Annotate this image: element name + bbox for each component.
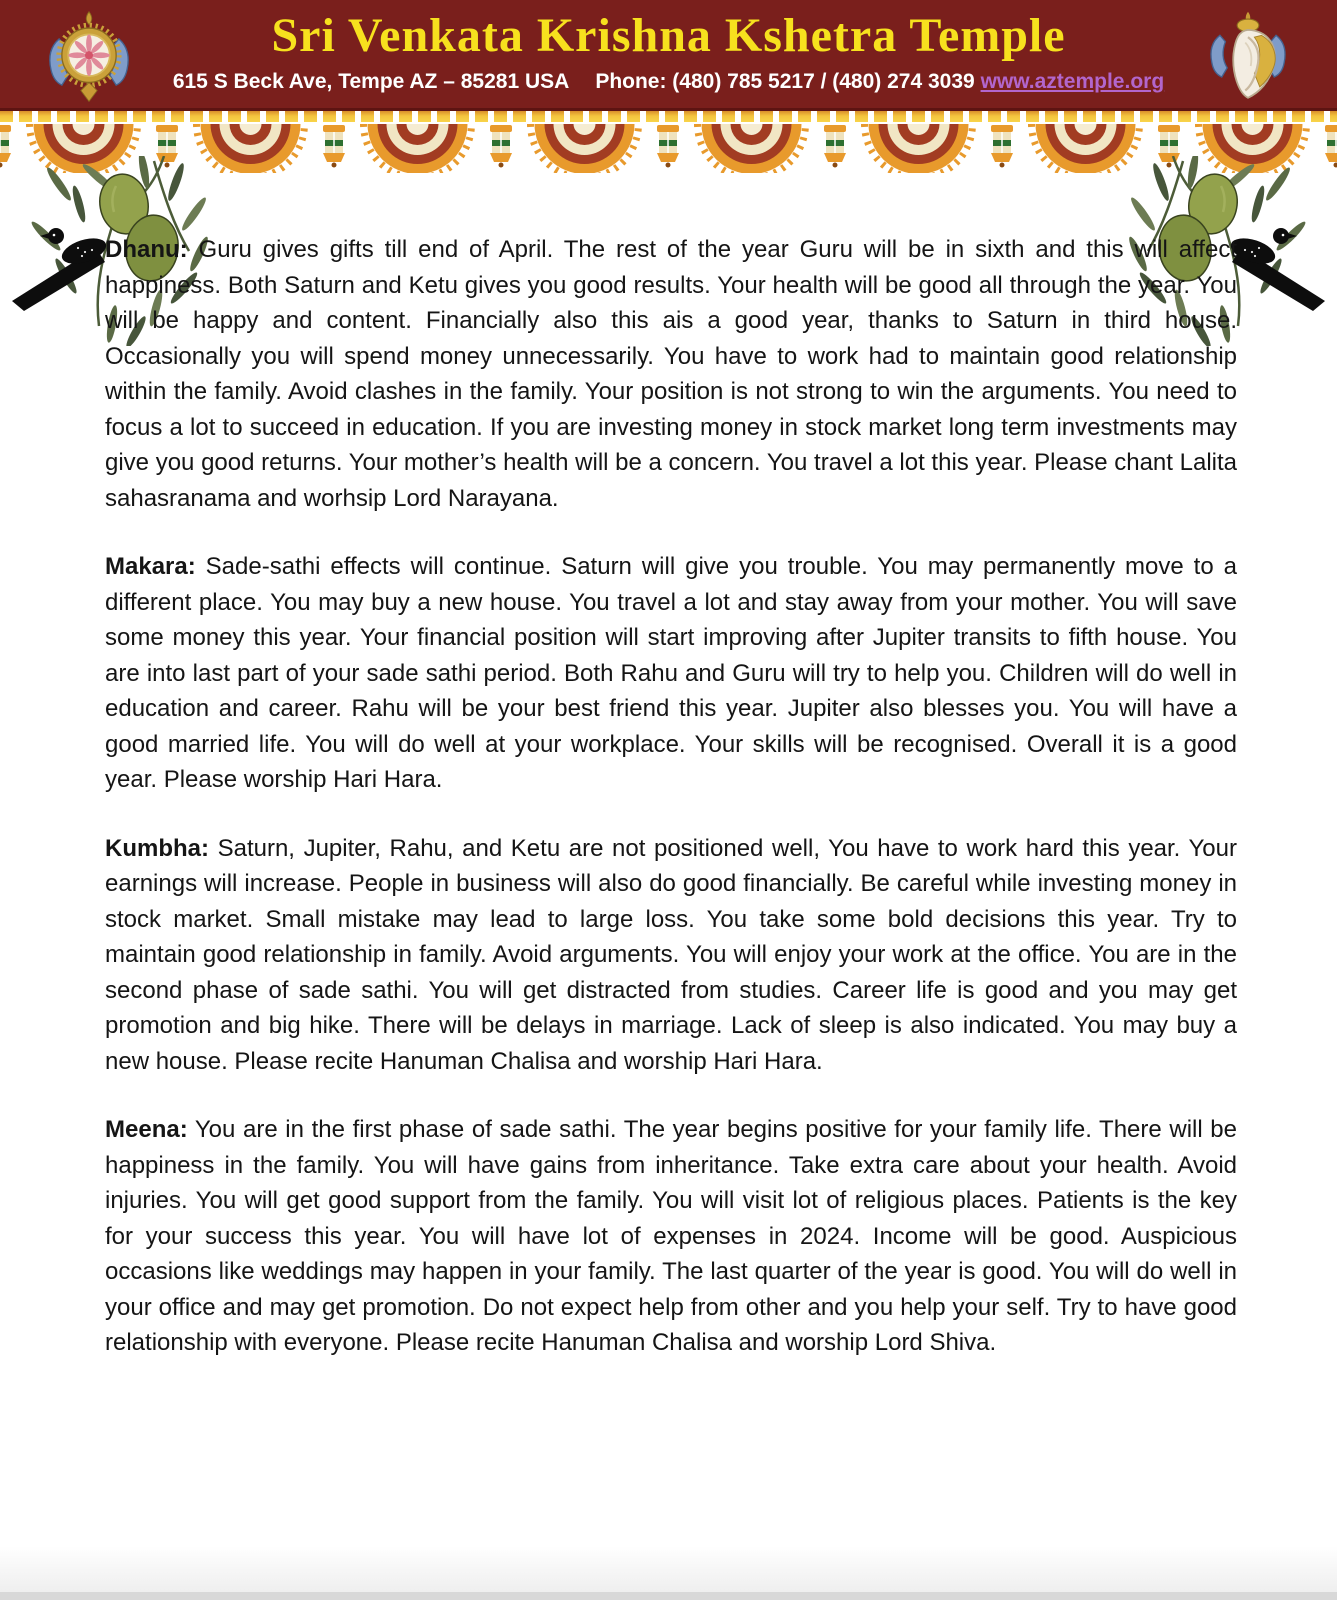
temple-title: Sri Venkata Krishna Kshetra Temple bbox=[271, 9, 1066, 62]
horoscope-meena bbox=[105, 1112, 1237, 1361]
bottom-shadow bbox=[0, 1546, 1337, 1592]
address-text: 615 S Beck Ave, Tempe AZ – 85281 USA bbox=[172, 70, 570, 93]
sign-text-meena: You are in the first phase of sade sathi. The year begins positive for your family life. There will be happiness in the family. You will have gains from inheritance. Take extra care about your health. Avoid injuries. You will get good support from the family. You will visit lot of religious places. Patients is the key for your success this year. You will have lot of expenses in 2024. Income will be good. Auspicious occasions like weddings may happen in your family. The last quarter of the year is good. You will do well in your office and may get promotion. Do not expect help from other and you help your self. Try to have good relationship with everyone. Please recite Hanuman Chalisa and worship Lord Shiva. bbox=[105, 1116, 1237, 1356]
horoscope-dhanu bbox=[105, 232, 1237, 516]
sign-label-makara: Makara: bbox=[105, 553, 196, 580]
address-line bbox=[0, 70, 1337, 94]
sign-label-meena: Meena: bbox=[105, 1116, 188, 1143]
horoscope-makara bbox=[105, 549, 1237, 798]
sign-text-kumbha: Saturn, Jupiter, Rahu, and Ketu are not positioned well, You have to work hard this year. Your earnings will increase. People in business will also do good financially. Be careful while investing money in stock market. Small mistake may lead to large loss. You take some bold decisions this year. Try to maintain good relationship in family. Avoid arguments. You will enjoy your work at the office. You are in the second phase of sade sathi. You will get distracted from studies. Career life is good and you may get promotion and big hike. There will be delays in marriage. Lack of sleep is also indicated. You may buy a new house. Please recite Hanuman Chalisa and worship Hari Hara. bbox=[105, 834, 1237, 1075]
bottom-edge-bar bbox=[0, 1592, 1337, 1600]
sign-label-dhanu: Dhanu: bbox=[105, 236, 188, 263]
sign-text-dhanu: Guru gives gifts till end of April. The rest of the year Guru will be in sixth and this will affect happiness. Both Saturn and Ketu gives you good results. Your health will be good all through the year. You will be happy and content. Financially also this ais a good year, thanks to Saturn in third house. Occasionally you will spend money unnecessarily. You have to work had to maintain good relationship within the family. Avoid clashes in the family. Your position is not strong to win the arguments. You need to focus a lot to succeed in education. If you are investing money in stock market long term investments may give you good returns. Your mother’s health will be a concern. You travel a lot this year. Please chant Lalita sahasranama and worhsip Lord Narayana. bbox=[105, 236, 1237, 512]
phone-text: Phone: (480) 785 5217 / (480) 274 3039 bbox=[595, 70, 975, 93]
horoscope-content bbox=[105, 232, 1237, 1361]
website-link[interactable]: www.aztemple.org bbox=[980, 70, 1165, 93]
horoscope-kumbha bbox=[105, 831, 1237, 1080]
header-banner bbox=[0, 0, 1337, 111]
sign-label-kumbha: Kumbha: bbox=[105, 834, 209, 862]
sign-text-makara: Sade-sathi effects will continue. Saturn will give you trouble. You may permanently move to a different place. You may buy a new house. You travel a lot and stay away from your mother. You will save some money this year. Your financial position will start improving after Jupiter transits to fifth house. You are into last part of your sade sathi period. Both Rahu and Guru will try to help you. Children will do well in education and career. Rahu will be your best friend this year. Jupiter also blesses you. You will have a good married life. You will do well at your workplace. Your skills will be recognised. Overall it is a good year. Please worship Hari Hara. bbox=[105, 553, 1237, 793]
